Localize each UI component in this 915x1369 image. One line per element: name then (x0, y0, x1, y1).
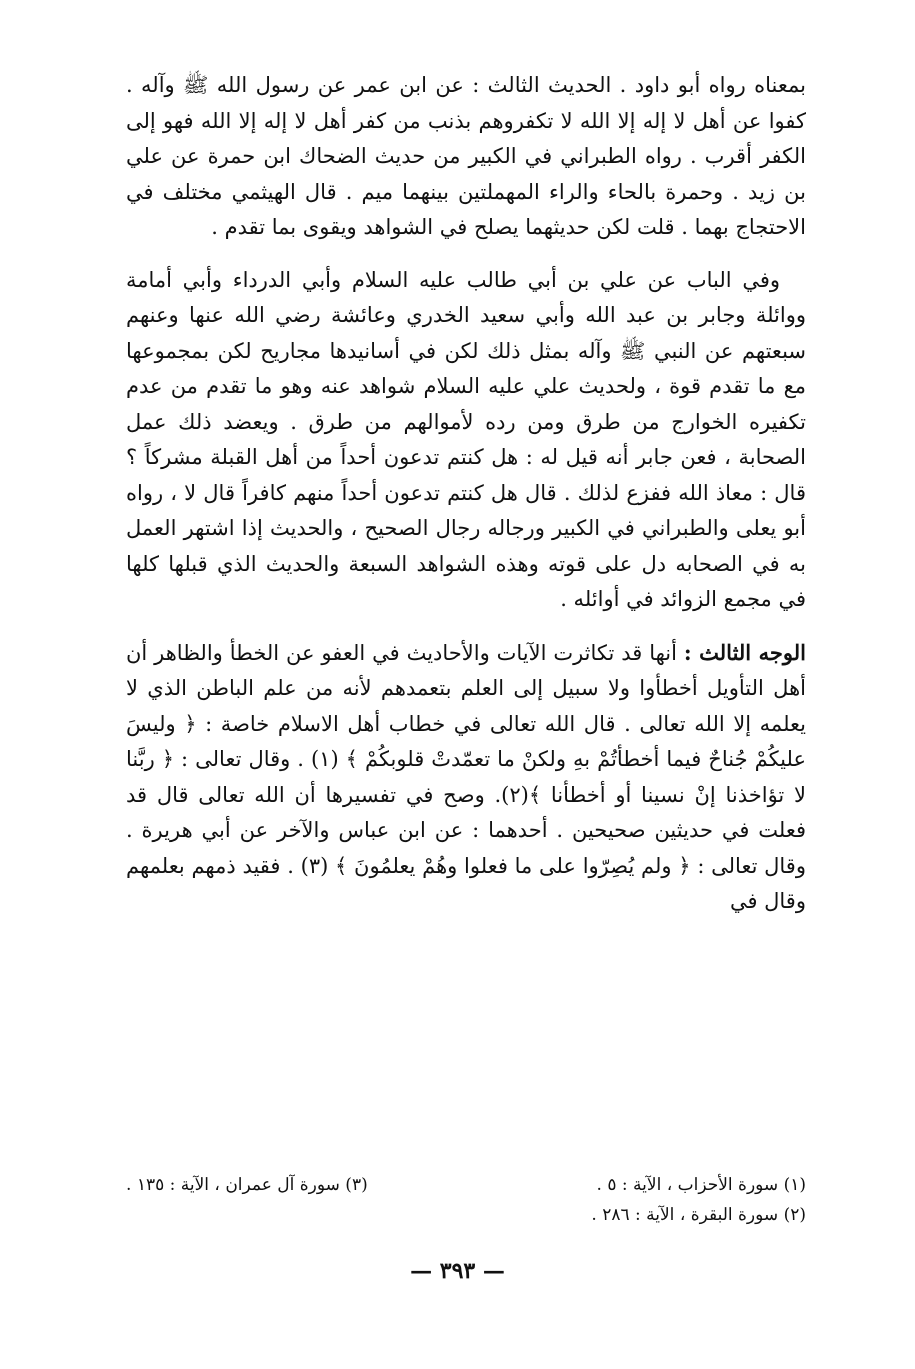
paragraph-supporting-narrations (126, 263, 806, 618)
section-body-text: أنها قد تكاثرت الآيات والأحاديث في العفو عن الخطأ والظاهر أن أهل التأويل أخطأوا ولا سبيل إلى العلم بتعمدهم لأنه من علم الباطن الذي لا يعلمه إلا الله تعالى . قال الله تعالى في خطاب أهل الاسلام خاصة : ﴿ وليسَ عليكُمْ جُناحٌ فيما أخطأتُمْ بهِ ولكنْ ما تعمّدتْ قلوبكُمْ ﴾ (١) . وقال تعالى : ﴿ ربَّنا لا تؤاخذنا إنْ نسينا أو أخطأنا ﴾(٢). وصح في تفسيرها أن الله تعالى قال قد فعلت في حديثين صحيحين . أحدهما : عن ابن عباس والآخر عن أبي هريرة . وقال تعالى : ﴿ ولم يُصِرّوا على ما فعلوا وهُمْ يعلمُونَ ﴾ (٣) . فقيد ذمهم بعلمهم وقال في (126, 640, 806, 913)
footnote-row (126, 1200, 806, 1230)
footnote-1: (١) سورة الأحزاب ، الآية : ٥ . (596, 1175, 806, 1195)
page-body (126, 68, 806, 920)
footnotes (126, 1170, 806, 1230)
paragraph-third-aspect (126, 635, 806, 920)
page-number: — ٣٩٣ — (410, 1258, 505, 1284)
paragraph-text (126, 635, 806, 920)
paragraph-text: وفي الباب عن علي بن أبي طالب عليه السلام وأبي الدرداء وأبي أمامة ووائلة وجابر بن عبد الله وأبي سعيد الخدري وعائشة رضي الله عنها وعنهم سبعتهم عن النبي ﷺ وآله بمثل ذلك لكن في أسانيدها مجاريح لكن بمجموعها مع ما تقدم قوة ، ولحديث علي عليه السلام شواهد عنه وهو ما تقدم من عدم تكفيره الخوارج من طرق ومن رده لأموالهم من طرق . ويعضد ذلك عمل الصحابة ، فعن جابر أنه قيل له : هل كنتم تدعون أحداً من أهل القبلة مشركاً ؟ قال : معاذ الله ففزع لذلك . قال هل كنتم تدعون أحداً منهم كافراً قال لا ، رواه أبو يعلى والطبراني في الكبير ورجاله رجال الصحيح ، والحديث إذا اشتهر العمل به في الصحابه دل على قوته وهذه الشواهد السبعة والحديث الذي قبلها كلها في مجمع الزوائد في أوائله . (126, 267, 806, 611)
footnote-row (126, 1170, 806, 1200)
footnote-2: (٢) سورة البقرة ، الآية : ٢٨٦ . (591, 1205, 806, 1225)
footnote-3: (٣) سورة آل عمران ، الآية : ١٣٥ . (126, 1175, 368, 1195)
paragraph-text: بمعناه رواه أبو داود . الحديث الثالث : عن ابن عمر عن رسول الله ﷺ وآله . كفوا عن أهل لا إله إلا الله لا تكفروهم بذنب من كفر أهل لا إله إلا الله فهو إلى الكفر أقرب . رواه الطبراني في الكبير من حديث الضحاك ابن حمرة عن علي بن زيد . وحمرة بالحاء والراء المهملتين بينهما ميم . قال الهيثمي مختلف في الاحتجاج بهما . قلت لكن حديثهما يصلح في الشواهد ويقوى بما تقدم . (126, 73, 806, 239)
section-lead-heading: الوجه الثالث : (683, 639, 806, 665)
paragraph-hadith-three (126, 68, 806, 246)
